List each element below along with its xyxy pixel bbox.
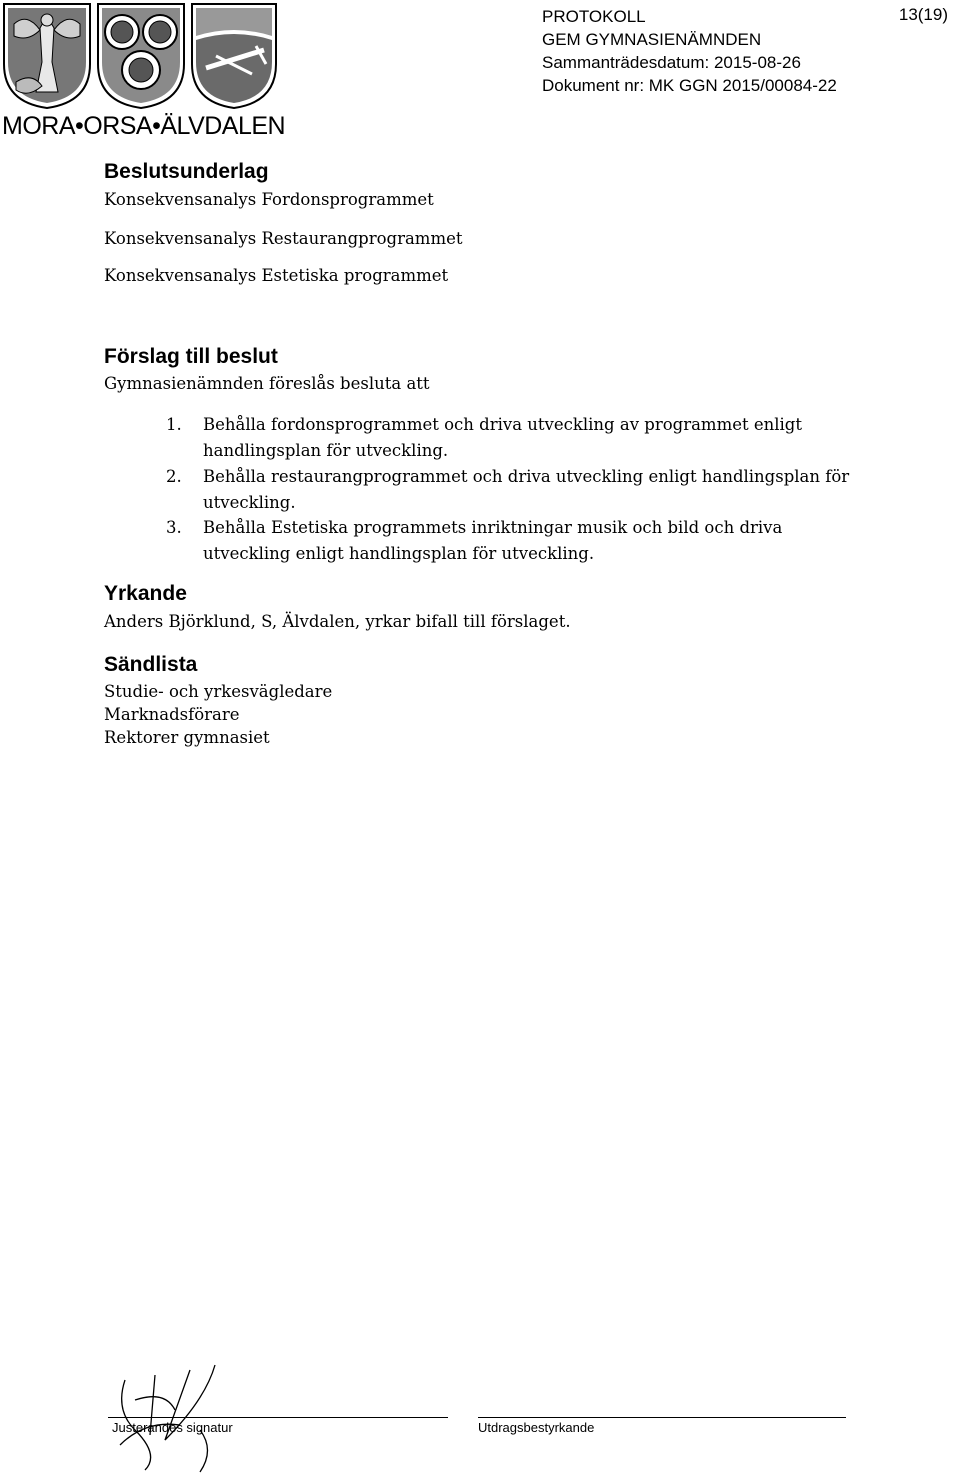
section-heading-forslag: Förslag till beslut	[104, 345, 278, 368]
certification-label: Utdragsbestyrkande	[478, 1420, 595, 1435]
page-number: 13(19)	[898, 5, 948, 24]
document-number: Dokument nr: MK GGN 2015/00084-22	[542, 76, 837, 95]
certification-line	[478, 1417, 846, 1418]
item-text: Behålla fordonsprogrammet och driva utveckling av programmet enligt handlingsplan för utveckling.	[203, 415, 803, 460]
item-number: 3.	[166, 518, 182, 537]
signature-label: Justerandes signatur	[112, 1420, 233, 1435]
doc-type: PROTOKOLL	[542, 7, 646, 26]
item-text: Behålla restaurangprogrammet och driva utveckling enligt handlingsplan för utveckling.	[203, 467, 850, 512]
item-number: 1.	[166, 415, 182, 434]
list-item: Konsekvensanalys Restaurangprogrammet	[104, 229, 463, 248]
list-item: Konsekvensanalys Fordonsprogrammet	[104, 190, 434, 209]
list-item: Rektorer gymnasiet	[104, 728, 270, 747]
item-number: 2.	[166, 467, 182, 486]
signature-line	[108, 1417, 448, 1418]
yrkande-text: Anders Björklund, S, Älvdalen, yrkar bifall till förslaget.	[104, 612, 571, 631]
list-item: Konsekvensanalys Estetiska programmet	[104, 266, 449, 285]
mora-coat-of-arms-icon	[4, 4, 90, 108]
org-name: MORA•ORSA•ÄLVDALEN	[2, 112, 286, 140]
municipal-crests	[2, 2, 278, 110]
orsa-coat-of-arms-icon	[98, 4, 184, 108]
committee-name: GEM GYMNASIENÄMNDEN	[542, 30, 762, 49]
section-heading-beslutsunderlag: Beslutsunderlag	[104, 160, 269, 183]
list-item: Studie- och yrkesvägledare	[104, 682, 333, 701]
forslag-intro: Gymnasienämnden föreslås besluta att	[104, 374, 430, 393]
meeting-date: Sammanträdesdatum: 2015-08-26	[542, 53, 801, 72]
item-text: Behålla Estetiska programmets inriktningar musik och bild och driva utveckling enligt handlingsplan för utveckling.	[203, 518, 783, 563]
section-heading-sandlista: Sändlista	[104, 653, 198, 676]
alvdalen-coat-of-arms-icon	[192, 4, 276, 108]
list-item: Marknadsförare	[104, 705, 240, 724]
section-heading-yrkande: Yrkande	[104, 582, 187, 605]
